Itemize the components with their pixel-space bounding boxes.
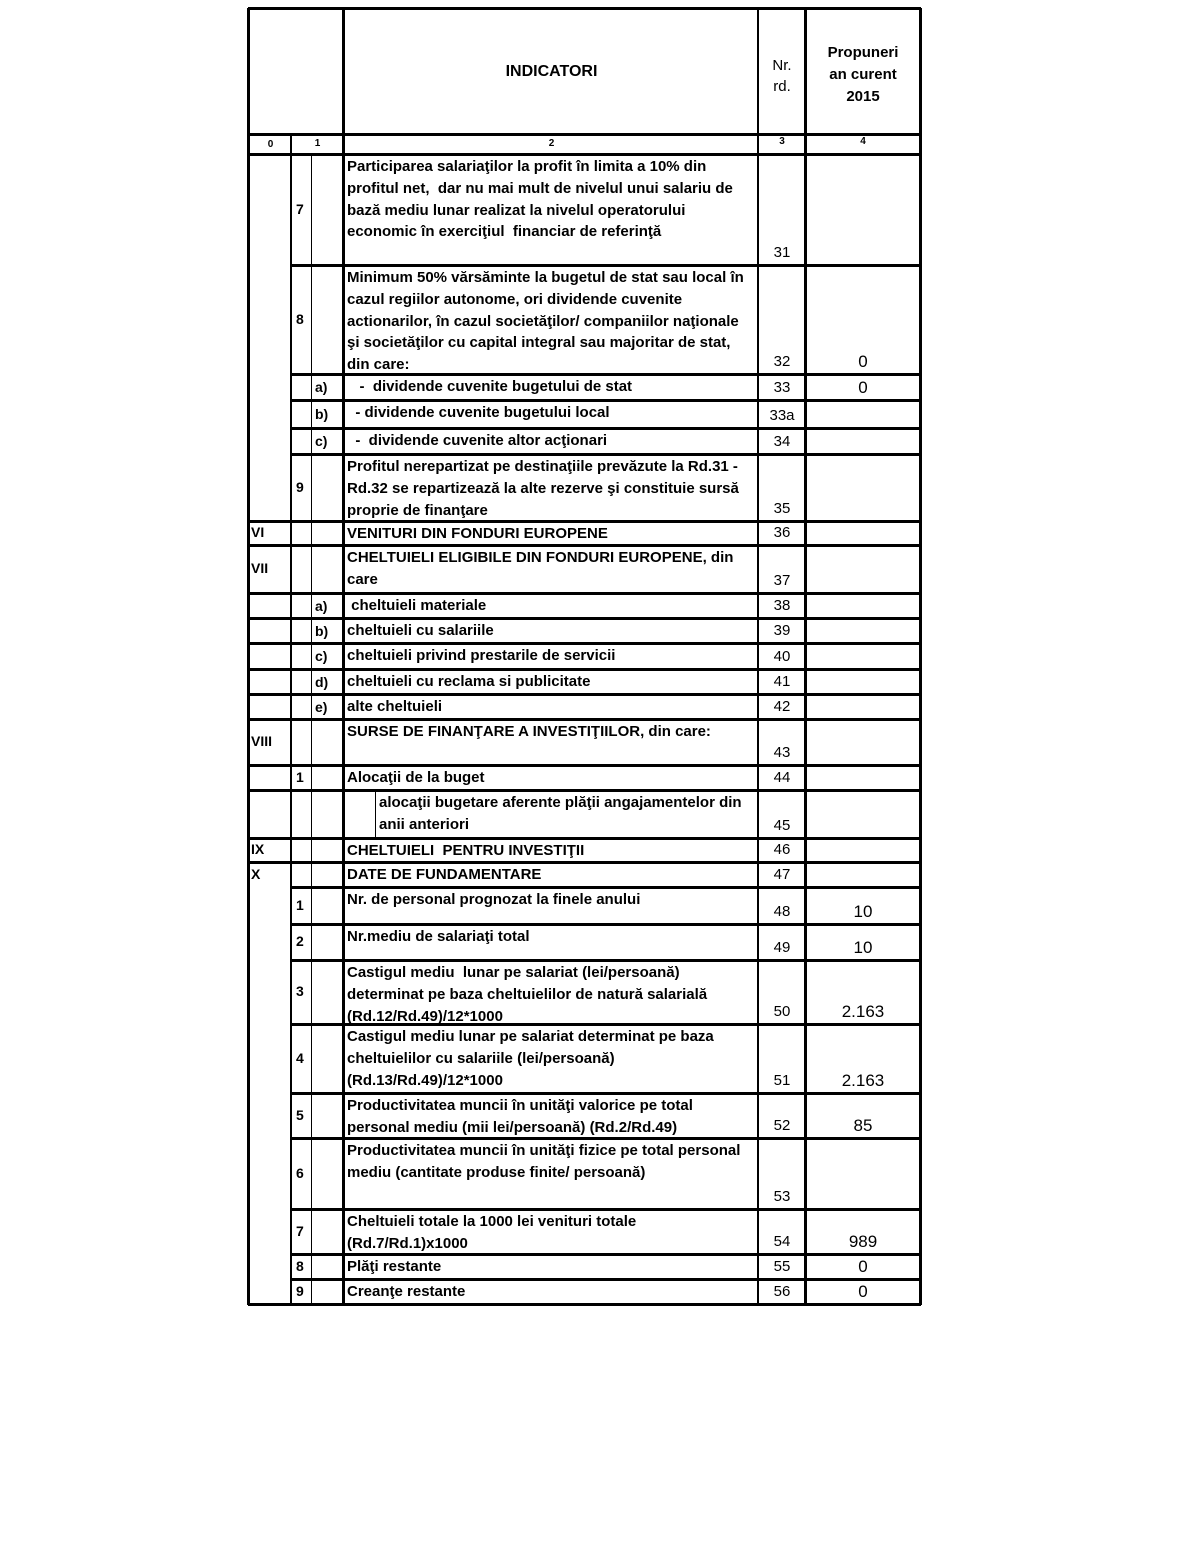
row-section-code: VI (251, 524, 265, 540)
row-indicator-text: DATE DE FUNDAMENTARE (347, 866, 542, 883)
grid-line-v (247, 8, 250, 1305)
grid-line-v (919, 8, 922, 1305)
row-indicator-text: CHELTUIELI PENTRU INVESTIŢII (347, 842, 585, 859)
grid-line-v (311, 154, 312, 1304)
row-indicator-text: Alocaţii de la buget (347, 769, 485, 786)
row-indicator-text: Nr. de personal prognozat la finele anului (347, 891, 641, 908)
grid-line-v (757, 8, 759, 1304)
header-propuneri (807, 42, 919, 108)
row-letter: c) (315, 648, 328, 664)
row-indicator-text: Minimum 50% vărsăminte la bugetul de stat sau local în cazul regiilor autonome, ori dividende cuvenite actionarilor, în cazul societăţilor/ companiilor naţionale şi societăţilor cu capital integral sau majoritar de stat, din care: (347, 269, 748, 374)
row-value: 85 (853, 1116, 873, 1135)
row-letter: c) (315, 433, 328, 449)
row-number: 8 (296, 1258, 304, 1274)
row-indicator-text: cheltuieli privind prestarile de servicii (347, 647, 616, 664)
row-rd-number: 53 (773, 1188, 791, 1205)
row-rd-number: 40 (773, 648, 791, 665)
row-number: 9 (296, 1283, 304, 1299)
grid-line-v (375, 790, 376, 838)
row-rd-number: 43 (773, 744, 791, 761)
row-indicator-text: alocaţii bugetare aferente plăţii angajamentelor din anii anteriori (379, 794, 746, 833)
row-letter: a) (315, 598, 328, 614)
row-rd-number: 32 (773, 353, 791, 370)
row-value: 2.163 (841, 1002, 885, 1021)
header-propuneri-line3: 2015 (846, 88, 880, 105)
row-number: 7 (296, 201, 304, 217)
grid-line-h (248, 7, 921, 10)
header-indicatori: INDICATORI (505, 63, 598, 80)
row-indicator-text: CHELTUIELI ELIGIBILE DIN FONDURI EUROPENE, din care (347, 549, 738, 588)
col-number-0: 0 (267, 139, 274, 150)
row-rd-number: 47 (773, 866, 791, 883)
row-indicator-text: cheltuieli cu reclama si publicitate (347, 673, 591, 690)
row-value: 0 (858, 1257, 868, 1276)
row-rd-number: 41 (773, 673, 791, 690)
row-number: 5 (296, 1107, 304, 1123)
col-number-1: 1 (314, 138, 321, 149)
row-indicator-text: cheltuieli materiale (347, 597, 487, 614)
row-indicator-text: - dividende cuvenite bugetului local (347, 404, 610, 421)
grid-line-v (342, 8, 345, 1304)
row-number: 1 (296, 897, 304, 913)
row-rd-number: 38 (773, 597, 791, 614)
row-rd-number: 45 (773, 817, 791, 834)
row-indicator-text: SURSE DE FINANŢARE A INVESTIŢIILOR, din care: (347, 723, 711, 740)
row-indicator-text: Plăţi restante (347, 1258, 442, 1275)
row-indicator-text: - dividende cuvenite bugetului de stat (347, 378, 633, 395)
row-indicator-text: Profitul nerepartizat pe destinaţiile prevăzute la Rd.31 - Rd.32 se repartizează la alte rezerve şi constituie sursă proprie de finanţare (347, 458, 744, 519)
row-section-code: VII (251, 560, 269, 576)
row-rd-number: 56 (773, 1283, 791, 1300)
row-value: 989 (848, 1232, 878, 1251)
grid-line-h (248, 133, 921, 136)
row-letter: e) (315, 699, 328, 715)
row-number: 4 (296, 1050, 304, 1066)
row-section-code: VIII (251, 733, 273, 749)
row-section-code: X (251, 866, 261, 882)
row-rd-number: 39 (773, 622, 791, 639)
row-indicator-text: VENITURI DIN FONDURI EUROPENE (347, 525, 608, 542)
row-indicator-text: Productivitatea muncii în unităţi fizice pe total personal mediu (cantitate produse finite/ persoană) (347, 1142, 745, 1181)
col-number-2: 2 (548, 138, 555, 149)
row-value: 10 (853, 902, 873, 921)
header-nr-line2: rd. (773, 78, 791, 95)
row-rd-number: 33a (769, 407, 795, 424)
row-indicator-text: Cheltuieli totale la 1000 lei venituri totale (Rd.7/Rd.1)x1000 (347, 1213, 641, 1252)
row-number: 9 (296, 479, 304, 495)
header-propuneri-line1: Propuneri (827, 44, 899, 61)
row-indicator-text: Nr.mediu de salariaţi total (347, 928, 530, 945)
row-indicator-text: alte cheltuieli (347, 698, 443, 715)
row-indicator-text: cheltuieli cu salariile (347, 622, 494, 639)
header-nr-line1: Nr. (772, 57, 792, 74)
row-letter: b) (315, 623, 329, 639)
row-number: 7 (296, 1223, 304, 1239)
grid-line-v (804, 8, 807, 1304)
row-number: 8 (296, 311, 304, 327)
row-rd-number: 42 (773, 698, 791, 715)
row-indicator-text: Creanţe restante (347, 1283, 466, 1300)
row-value: 0 (858, 1282, 868, 1301)
row-rd-number: 37 (773, 572, 791, 589)
row-rd-number: 52 (773, 1117, 791, 1134)
row-number: 6 (296, 1165, 304, 1181)
row-number: 3 (296, 983, 304, 999)
row-letter: a) (315, 379, 328, 395)
row-letter: b) (315, 406, 329, 422)
row-indicator-text: Castigul mediu lunar pe salariat determinat pe baza cheltuielilor cu salariile (lei/persoană) (Rd.13/Rd.49)/12*1000 (347, 1028, 718, 1089)
row-rd-number: 35 (773, 500, 791, 517)
row-rd-number: 50 (773, 1003, 791, 1020)
col-number-4: 4 (860, 136, 866, 147)
row-rd-number: 44 (773, 769, 791, 786)
row-value: 2.163 (841, 1071, 885, 1090)
row-rd-number: 51 (773, 1072, 791, 1089)
header-nr-rd (760, 55, 804, 97)
row-number: 2 (296, 933, 304, 949)
row-rd-number: 55 (773, 1258, 791, 1275)
row-value: 0 (858, 378, 868, 397)
row-indicator-text: - dividende cuvenite altor acţionari (347, 432, 608, 449)
row-value: 10 (853, 938, 873, 957)
row-number: 1 (296, 769, 304, 785)
grid-line-h (248, 1303, 921, 1306)
row-value: 0 (858, 352, 868, 371)
row-rd-number: 36 (773, 524, 791, 541)
row-rd-number: 46 (773, 841, 791, 858)
row-indicator-text: Productivitatea muncii în unităţi valorice pe total personal mediu (mii lei/persoană) (Rd.2/Rd.49) (347, 1097, 698, 1136)
row-section-code: IX (251, 841, 265, 857)
row-rd-number: 49 (773, 939, 791, 956)
row-rd-number: 54 (773, 1233, 791, 1250)
row-rd-number: 33 (773, 379, 791, 396)
col-number-3: 3 (779, 136, 785, 147)
header-propuneri-line2: an curent (829, 66, 897, 83)
row-indicator-text: Participarea salariaţilor la profit în limita a 10% din profitul net, dar nu mai mult de nivelul unui salariu de bază mediu lunar realizat la nivelul operatorului economic în exerciţiul financiar de referinţă (347, 158, 738, 241)
row-rd-number: 31 (773, 244, 791, 261)
row-letter: d) (315, 674, 329, 690)
row-rd-number: 34 (773, 433, 791, 450)
row-indicator-text: Castigul mediu lunar pe salariat (lei/persoană) determinat pe baza cheltuielilor de natură salarială (Rd.12/Rd.49)/12*1000 (347, 964, 712, 1025)
row-rd-number: 48 (773, 903, 791, 920)
